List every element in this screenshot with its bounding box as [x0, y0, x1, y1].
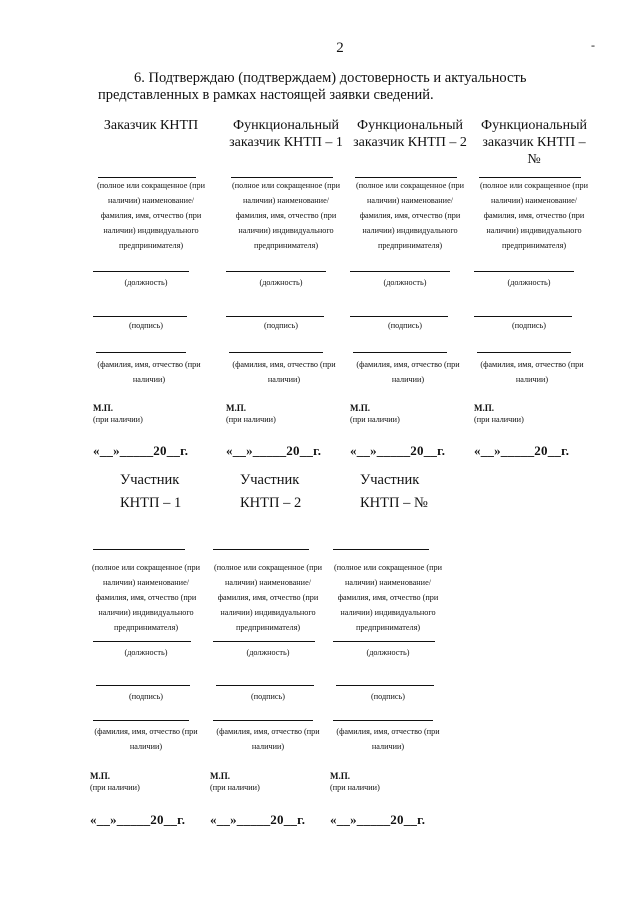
mp-label: М.П. [210, 771, 230, 781]
column-header: Заказчик КНТП [103, 118, 199, 133]
signature-line [216, 685, 314, 686]
position-caption: (должность) [246, 648, 290, 657]
signature-caption: (подпись) [129, 692, 163, 701]
mp-note: (при наличии) [350, 415, 400, 424]
date-field: «__»_____20__г. [226, 443, 322, 458]
mp-label: М.П. [93, 403, 113, 413]
mp-label: М.П. [474, 403, 494, 413]
fio-caption: (фамилия, имя, отчество (при наличии) [216, 727, 320, 751]
position-line [333, 641, 435, 642]
corner-mark: - [591, 38, 595, 52]
position-caption: (должность) [366, 648, 410, 657]
participant-label: Участник [360, 472, 420, 488]
fio-line [333, 720, 433, 721]
position-caption: (должность) [507, 278, 551, 287]
date-field: «__»_____20__г. [210, 812, 306, 827]
position-line [350, 271, 450, 272]
signature-caption: (подпись) [251, 692, 285, 701]
name-caption: (полное или сокращенное (при наличии) наименование/ фамилия, имя, отчество (при наличии) индивидуального предпринимателя) [334, 563, 442, 632]
date-field: «__»_____20__г. [93, 443, 189, 458]
fio-line [353, 352, 447, 353]
date-field: «__»_____20__г. [474, 443, 570, 458]
position-caption: (должность) [124, 278, 168, 287]
signature-line [350, 316, 448, 317]
mp-label: М.П. [350, 403, 370, 413]
position-line [93, 641, 191, 642]
mp-label: М.П. [90, 771, 110, 781]
participant-label: Участник [120, 472, 180, 488]
position-caption: (должность) [259, 278, 303, 287]
date-field: «__»_____20__г. [330, 812, 426, 827]
signature-line [96, 685, 190, 686]
participant-number: КНТП – 2 [240, 495, 302, 511]
name-caption: (полное или сокращенное (при наличии) наименование/ фамилия, имя, отчество (при наличии) индивидуального предпринимателя) [92, 563, 200, 632]
signature-line [474, 316, 572, 317]
position-line [93, 271, 189, 272]
page-number: 2 [336, 40, 344, 56]
stamp-place [93, 402, 209, 426]
stamp-place [210, 770, 326, 794]
participant-number: КНТП – № [360, 495, 428, 511]
fio-caption: (фамилия, имя, отчество (при наличии) [232, 360, 336, 384]
name-caption: (полное или сокращенное (при наличии) наименование/ фамилия, имя, отчество (при наличии) индивидуального предпринимателя) [232, 181, 340, 250]
position-caption: (должность) [124, 648, 168, 657]
column-header: Функциональный заказчик КНТП – 1 [229, 118, 343, 150]
stamp-place [474, 402, 594, 426]
mp-note: (при наличии) [90, 783, 140, 792]
name-caption: (полное или сокращенное (при наличии) наименование/ фамилия, имя, отчество (при наличии) индивидуального предпринимателя) [214, 563, 322, 632]
position-line [213, 641, 315, 642]
name-line [333, 549, 429, 550]
fio-caption: (фамилия, имя, отчество (при наличии) [336, 727, 440, 751]
stamp-place [226, 402, 346, 426]
position-line [226, 271, 326, 272]
fio-caption: (фамилия, имя, отчество (при наличии) [94, 727, 198, 751]
name-line [213, 549, 309, 550]
fio-line [96, 352, 186, 353]
mp-label: М.П. [226, 403, 246, 413]
mp-note: (при наличии) [474, 415, 524, 424]
column-header: Функциональный заказчик КНТП – 2 [353, 118, 467, 150]
name-caption: (полное или сокращенное (при наличии) наименование/ фамилия, имя, отчество (при наличии) индивидуального предпринимателя) [97, 181, 205, 250]
fio-line [229, 352, 323, 353]
signature-line [226, 316, 324, 317]
fio-caption: (фамилия, имя, отчество (при наличии) [97, 360, 201, 384]
stamp-place [90, 770, 202, 794]
date-field: «__»_____20__г. [90, 812, 186, 827]
stamp-place [330, 770, 446, 794]
mp-label: М.П. [330, 771, 350, 781]
name-caption: (полное или сокращенное (при наличии) наименование/ фамилия, имя, отчество (при наличии) индивидуального предпринимателя) [480, 181, 588, 250]
fio-caption: (фамилия, имя, отчество (при наличии) [480, 360, 584, 384]
stamp-place [350, 402, 470, 426]
mp-note: (при наличии) [226, 415, 276, 424]
mp-note: (при наличии) [210, 783, 260, 792]
signature-caption: (подпись) [129, 321, 163, 330]
fio-caption: (фамилия, имя, отчество (при наличии) [356, 360, 460, 384]
mp-note: (при наличии) [330, 783, 380, 792]
signature-caption: (подпись) [264, 321, 298, 330]
name-caption: (полное или сокращенное (при наличии) наименование/ фамилия, имя, отчество (при наличии) индивидуального предпринимателя) [356, 181, 464, 250]
fio-line [93, 720, 189, 721]
position-line [474, 271, 574, 272]
name-line [93, 549, 185, 550]
intro-paragraph: 6. Подтверждаю (подтверждаем) достоверность и актуальность представленных в рамках настоящей заявки сведений. [98, 70, 527, 103]
fio-line [477, 352, 571, 353]
signature-caption: (подпись) [512, 321, 546, 330]
participant-number: КНТП – 1 [120, 495, 182, 511]
signature-caption: (подпись) [371, 692, 405, 701]
signature-line [93, 316, 187, 317]
signature-caption: (подпись) [388, 321, 422, 330]
position-caption: (должность) [383, 278, 427, 287]
date-field: «__»_____20__г. [350, 443, 446, 458]
mp-note: (при наличии) [93, 415, 143, 424]
column-header: Функциональный заказчик КНТП – № [481, 118, 587, 167]
signature-line [336, 685, 434, 686]
fio-line [213, 720, 313, 721]
participant-label: Участник [240, 472, 300, 488]
